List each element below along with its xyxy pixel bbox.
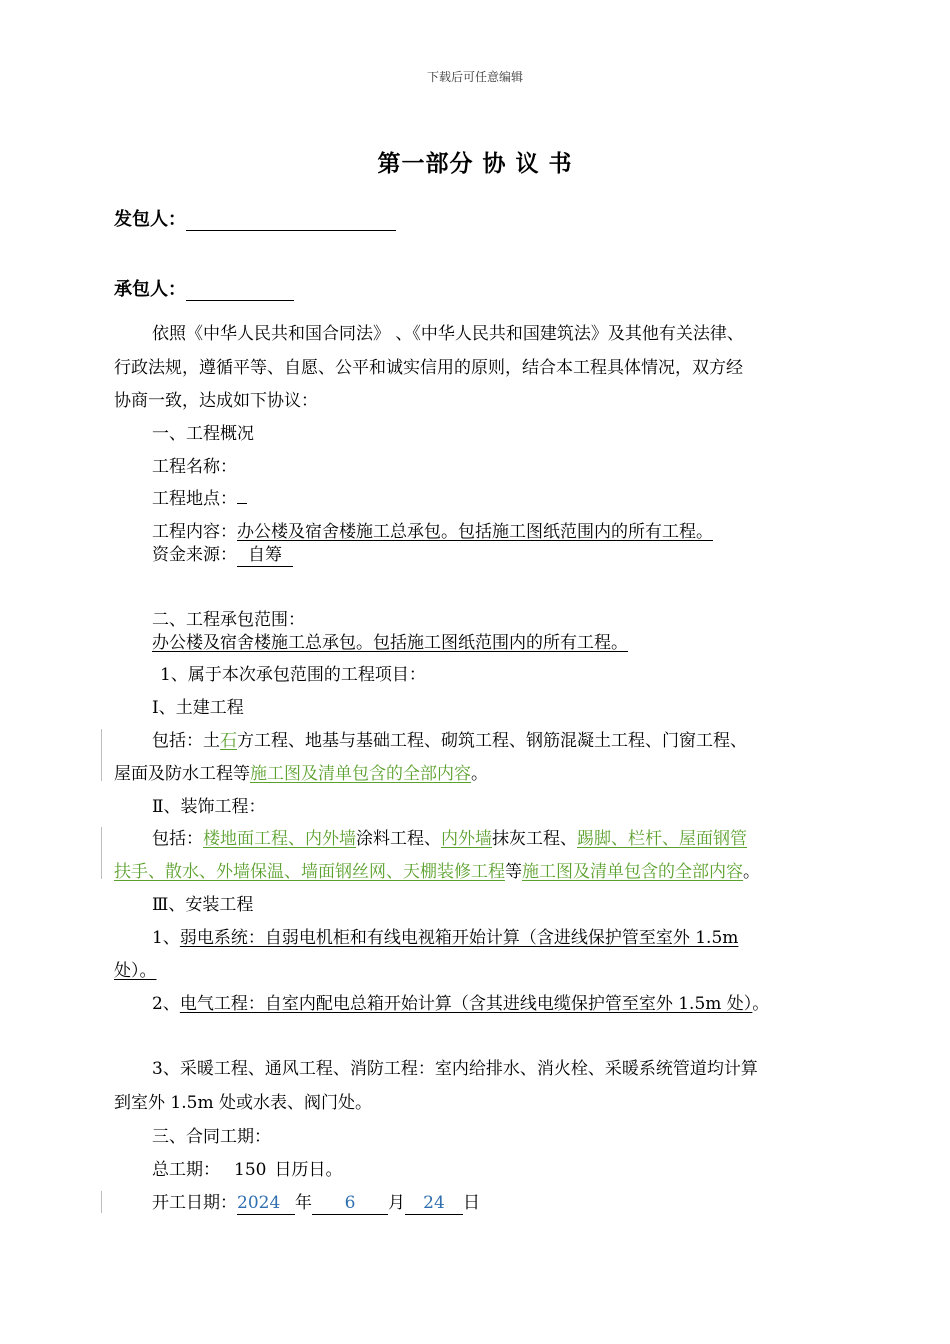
- start-year-value[interactable]: 2024: [237, 1192, 295, 1215]
- electrical-prefix: 2、: [152, 994, 180, 1014]
- fund-source-line: [152, 543, 293, 567]
- scope-items-heading: 1、属于本次承包范围的工程项目：: [160, 665, 426, 685]
- start-date-label: 开工日期：: [152, 1193, 237, 1213]
- deco-text-g: 扶手、散水、外墙保温、墙面钢丝网、天棚装修工程: [114, 862, 505, 882]
- fund-source-value: 自筹: [237, 544, 293, 567]
- project-location-line: [152, 487, 247, 511]
- section-2-heading: 二、工程承包范围：: [152, 610, 305, 630]
- weak-current-line-2: 处）。: [114, 961, 157, 981]
- electrical-line: [152, 992, 769, 1016]
- installation-heading: Ⅲ、安装工程: [152, 895, 254, 915]
- civil-line-2: [114, 762, 488, 786]
- project-content-label: 工程内容：: [152, 522, 237, 542]
- deco-text-b: 楼地面工程、内外墙: [203, 829, 356, 849]
- electrical-end: 。: [752, 994, 770, 1014]
- fund-source-label: 资金来源：: [152, 545, 237, 565]
- decoration-heading: Ⅱ、装饰工程：: [152, 797, 266, 817]
- employer-line: [114, 205, 396, 231]
- project-location-blank[interactable]: [237, 503, 247, 504]
- start-day-unit: 日: [463, 1193, 480, 1213]
- deco-text-h: 等: [505, 862, 522, 882]
- total-duration-line: [152, 1158, 342, 1182]
- deco-text-i: 施工图及清单包含的全部内容: [522, 862, 743, 882]
- revision-bar: [101, 1191, 102, 1213]
- start-month-unit: 月: [388, 1193, 405, 1213]
- revision-bar: [101, 827, 102, 879]
- contractor-line: [114, 275, 294, 301]
- deco-text-c: 涂料工程、: [356, 829, 441, 849]
- total-duration-label: 总工期：: [152, 1160, 220, 1180]
- revision-bar: [101, 729, 102, 781]
- employer-blank[interactable]: [186, 208, 396, 231]
- employer-label: 发包人：: [114, 209, 186, 230]
- project-name-label: 工程名称：: [152, 457, 237, 477]
- scope-text: 办公楼及宿舍楼施工总承包。包括施工图纸范围内的所有工程。: [152, 633, 628, 653]
- intro-line-1: 依照《中华人民共和国合同法》 、《中华人民共和国建筑法》及其他有关法律、: [152, 324, 744, 344]
- page-header: 下载后可任意编辑: [426, 70, 523, 84]
- decoration-line-2: [114, 860, 760, 884]
- start-year-unit: 年: [295, 1193, 312, 1213]
- section-1-heading: 一、工程概况: [152, 424, 254, 444]
- civil-text-c: 方工程、地基与基础工程、砌筑工程、钢筋混凝土工程、门窗工程、: [237, 731, 747, 751]
- contractor-blank[interactable]: [186, 278, 294, 301]
- total-duration-unit: 日历日。: [274, 1160, 343, 1180]
- start-date-line: [152, 1191, 480, 1215]
- civil-text-a: 包括：土: [152, 731, 220, 751]
- document-title: 第一部分 协 议 书: [377, 151, 573, 177]
- civil-text-e: 施工图及清单包含的全部内容: [250, 764, 471, 784]
- civil-heading: Ⅰ、土建工程: [152, 698, 244, 718]
- deco-text-j: 。: [743, 862, 760, 882]
- weak-current-prefix: 1、: [152, 928, 180, 948]
- civil-line-1: [152, 729, 747, 753]
- weak-current-line-1: [152, 926, 738, 950]
- hvac-line-2: 到室外 1.5m 处或水表、阀门处。: [114, 1093, 372, 1113]
- hvac-line-1: 3、采暖工程、通风工程、消防工程：室内给排水、消火栓、采暖系统管道均计算: [152, 1059, 758, 1079]
- civil-text-d: 屋面及防水工程等: [114, 764, 250, 784]
- project-content-line: [152, 520, 713, 544]
- contractor-label: 承包人：: [114, 279, 186, 300]
- start-month-value[interactable]: 6: [312, 1192, 388, 1215]
- electrical-text: 电气工程：自室内配电总箱开始计算（含其进线电缆保护管至室外 1.5m 处）: [179, 994, 753, 1014]
- deco-text-d: 内外墙: [441, 829, 492, 849]
- project-content-value: 办公楼及宿舍楼施工总承包。包括施工图纸范围内的所有工程。: [237, 522, 713, 542]
- deco-text-e: 抹灰工程、: [492, 829, 577, 849]
- intro-line-2: 行政法规，遵循平等、自愿、公平和诚实信用的原则，结合本工程具体情况，双方经: [114, 358, 743, 378]
- weak-current-text-1: 弱电系统：自弱电机柜和有线电视箱开始计算（含进线保护管至室外 1.5m: [179, 928, 739, 948]
- total-duration-value: 150: [234, 1160, 267, 1180]
- civil-text-b: 石: [220, 731, 237, 751]
- intro-line-3: 协商一致，达成如下协议：: [114, 391, 318, 411]
- deco-text-f: 踢脚、栏杆、屋面钢管: [577, 829, 747, 849]
- project-location-label: 工程地点：: [152, 489, 237, 509]
- section-3-heading: 三、合同工期：: [152, 1127, 271, 1147]
- start-day-value[interactable]: 24: [405, 1192, 463, 1215]
- civil-text-f: 。: [471, 764, 488, 784]
- deco-text-a: 包括：: [152, 829, 203, 849]
- decoration-line-1: [152, 827, 747, 851]
